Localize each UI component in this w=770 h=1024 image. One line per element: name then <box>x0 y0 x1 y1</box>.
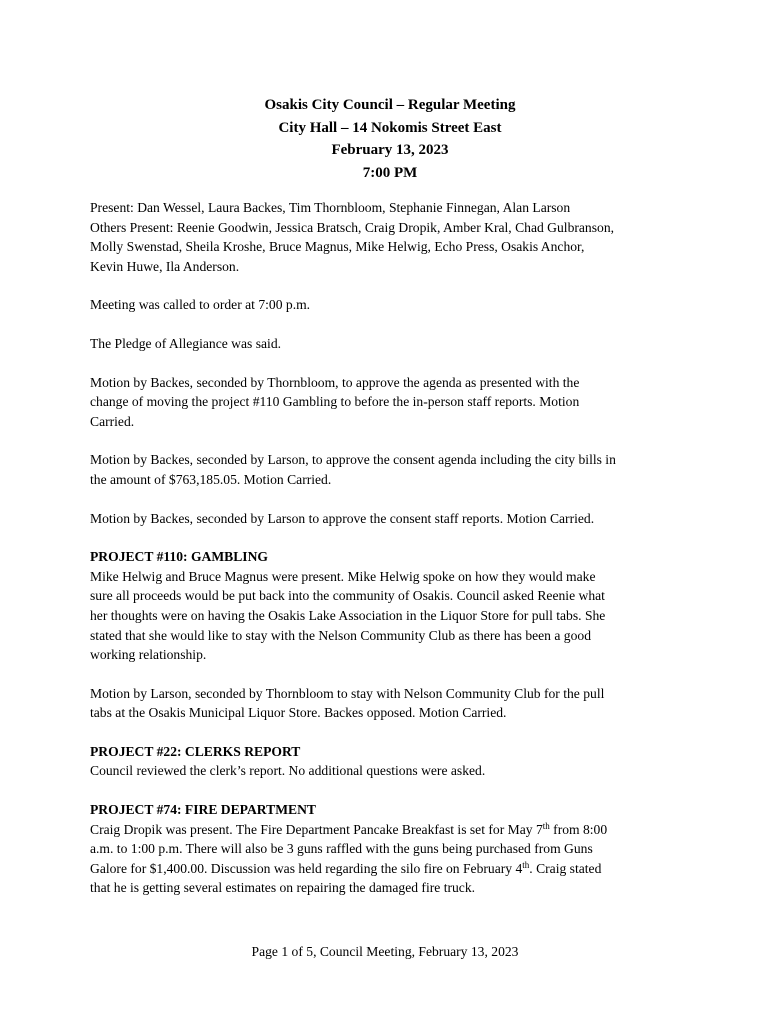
paragraph-line: tabs at the Osakis Municipal Liquor Store. Backes opposed. Motion Carried. <box>90 705 507 721</box>
meeting-time: 7:00 PM <box>362 164 418 181</box>
text-run: from 8:00 <box>549 821 608 837</box>
present-line: Present: Dan Wessel, Laura Backes, Tim Thornbloom, Stephanie Finnegan, Alan Larson <box>90 200 571 215</box>
paragraph-line: that he is getting several estimates on repairing the damaged fire truck. <box>90 880 476 896</box>
paragraph-line: Council reviewed the clerk’s report. No additional questions were asked. <box>90 763 486 779</box>
others-present-line: Others Present: Reenie Goodwin, Jessica Bratsch, Craig Dropik, Amber Kral, Chad Gulbranson, <box>90 219 615 235</box>
section-heading: PROJECT #74: FIRE DEPARTMENT <box>90 802 316 818</box>
project-22-section <box>90 742 690 781</box>
meeting-title: Osakis City Council – Regular Meeting <box>264 97 516 113</box>
motion-staff-paragraph <box>90 509 690 529</box>
call-to-order-paragraph <box>90 295 690 315</box>
paragraph-line: her thoughts were on having the Osakis Lake Association in the Liquor Store for pull tabs. She <box>90 607 606 623</box>
ordinal-suffix: th <box>542 820 550 831</box>
call-to-order-text: Meeting was called to order at 7:00 p.m. <box>90 297 311 313</box>
pledge-paragraph <box>90 334 690 354</box>
paragraph-line: stated that she would like to stay with the Nelson Community Club as there has been a good <box>90 627 591 643</box>
paragraph-line: Carried. <box>90 413 135 429</box>
others-present-line: Molly Swenstad, Sheila Kroshe, Bruce Magnus, Mike Helwig, Echo Press, Osakis Anchor, <box>90 239 585 255</box>
paragraph-line <box>90 859 690 879</box>
paragraph-line: Motion by Backes, seconded by Larson, to approve the consent agenda including the city bills in <box>90 452 616 468</box>
motion-consent-paragraph <box>90 450 690 489</box>
paragraph-line: working relationship. <box>90 647 207 663</box>
paragraph-line: change of moving the project #110 Gambling to before the in-person staff reports. Motion <box>90 394 580 410</box>
document-header <box>90 94 690 184</box>
paragraph-line: Mike Helwig and Bruce Magnus were present. Mike Helwig spoke on how they would make <box>90 568 596 584</box>
attendance-paragraph <box>90 198 690 276</box>
ordinal-suffix: th <box>522 859 530 870</box>
page-footer: Page 1 of 5, Council Meeting, February 13, 2023 <box>251 944 519 959</box>
text-run: . Craig stated <box>529 860 602 876</box>
pledge-text: The Pledge of Allegiance was said. <box>90 335 282 351</box>
section-heading: PROJECT #110: GAMBLING <box>90 549 268 565</box>
paragraph-line <box>90 820 690 840</box>
others-present-line: Kevin Huwe, Ila Anderson. <box>90 258 240 274</box>
paragraph-line: the amount of $763,185.05. Motion Carried. <box>90 471 332 487</box>
paragraph-line: a.m. to 1:00 p.m. There will also be 3 guns raffled with the guns being purchased from Guns <box>90 841 593 857</box>
paragraph-line: Motion by Backes, seconded by Thornbloom, to approve the agenda as presented with the <box>90 374 580 390</box>
motion-agenda-paragraph <box>90 373 690 432</box>
paragraph-line: Motion by Larson, seconded by Thornbloom to stay with Nelson Community Club for the pull <box>90 685 605 701</box>
document-page <box>90 94 690 917</box>
motion-pulltabs-paragraph <box>90 684 690 723</box>
meeting-date: February 13, 2023 <box>331 142 449 158</box>
meeting-location: City Hall – 14 Nokomis Street East <box>278 119 502 136</box>
project-110-section <box>90 547 690 665</box>
paragraph-line: sure all proceeds would be put back into the community of Osakis. Council asked Reenie what <box>90 588 605 604</box>
paragraph-line: Motion by Backes, seconded by Larson to approve the consent staff reports. Motion Carried. <box>90 510 595 526</box>
section-heading: PROJECT #22: CLERKS REPORT <box>90 743 301 759</box>
text-run: Galore for $1,400.00. Discussion was held regarding the silo fire on February 4 <box>90 860 523 876</box>
project-74-section <box>90 800 690 898</box>
text-run: Craig Dropik was present. The Fire Department Pancake Breakfast is set for May 7 <box>90 821 543 837</box>
